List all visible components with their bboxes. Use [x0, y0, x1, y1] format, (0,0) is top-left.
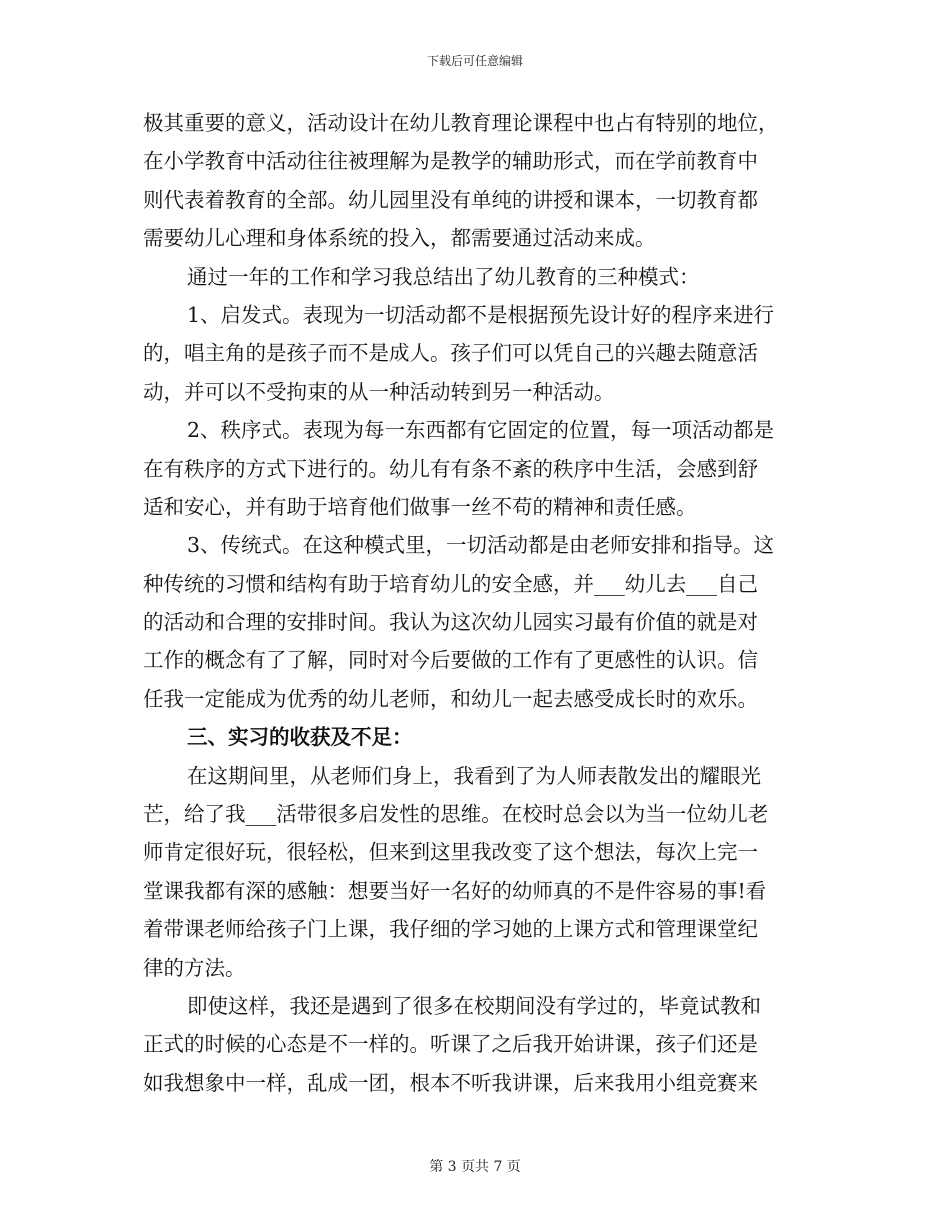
body-line: 正式的时候的心态是不一样的。听课了之后我开始讲课，孩子们还是 [143, 1032, 758, 1057]
body-line: 的活动和合理的安排时间。我认为这次幼儿园实习最有价值的就是对 [143, 610, 758, 635]
body-line: 适和安心，并有助于培育他们做事一丝不苟的精神和责任感。 [143, 494, 697, 519]
section-heading: 三、实习的收获及不足： [187, 725, 413, 750]
body-line: 即使这样，我还是遇到了很多在校期间没有学过的，毕竟试教和 [187, 993, 761, 1018]
body-line: 种传统的习惯和结构有助于培育幼儿的安全感，并___幼儿去___自己 [143, 571, 758, 596]
body-line: 师肯定很好玩，很轻松，但来到这里我改变了这个想法，每次上完一 [143, 840, 758, 865]
body-line: 着带课老师给孩子门上课，我仔细的学习她的上课方式和管理课堂纪 [143, 917, 758, 942]
body-line: 的，唱主角的是孩子而不是成人。孩子们可以凭自己的兴趣去随意活 [143, 341, 758, 366]
page-header: 下载后可任意编辑 [426, 54, 523, 68]
body-line: 如我想象中一样，乱成一团，根本不听我讲课，后来我用小组竞赛来 [143, 1070, 758, 1095]
body-line: 在有秩序的方式下进行的。幼儿有有条不紊的秩序中生活，会感到舒 [143, 456, 758, 481]
body-line: 堂课我都有深的感触：想要当好一名好的幼师真的不是件容易的事!看 [143, 878, 767, 903]
page-footer: 第 3 页共 7 页 [429, 1159, 521, 1175]
body-line: 动，并可以不受拘束的从一种活动转到另一种活动。 [143, 379, 615, 404]
body-line: 需要幼儿心理和身体系统的投入，都需要通过活动来成。 [143, 226, 656, 251]
body-line: 工作的概念有了了解，同时对今后要做的工作有了更感性的认识。信 [143, 648, 758, 673]
body-line: 极其重要的意义，活动设计在幼儿教育理论课程中也占有特别的地位， [143, 111, 779, 135]
document-body [143, 104, 807, 1102]
body-line: 在这期间里，从老师们身上，我看到了为人师表散发出的耀眼光 [187, 763, 761, 788]
body-line: 则代表着教育的全部。幼儿园里没有单纯的讲授和课本，一切教育都 [143, 187, 758, 212]
body-line: 任我一定能成为优秀的幼儿老师，和幼儿一起去感受成长时的欢乐。 [143, 686, 758, 711]
list-item-line: 2、秩序式。表现为每一东西都有它固定的位置，每一项活动都是 [187, 418, 775, 443]
body-line: 在小学教育中活动往往被理解为是教学的辅助形式，而在学前教育中 [143, 149, 758, 174]
list-item-line: 1、启发式。表现为一切活动都不是根据预先设计好的程序来进行 [187, 302, 775, 327]
body-line: 芒，给了我___活带很多启发性的思维。在校时总会以为当一位幼儿老 [143, 802, 769, 827]
list-item-line: 3、传统式。在这种模式里，一切活动都是由老师安排和指导。这 [187, 533, 775, 558]
body-line: 律的方法。 [143, 955, 246, 980]
body-line: 通过一年的工作和学习我总结出了幼儿教育的三种模式： [187, 264, 700, 289]
